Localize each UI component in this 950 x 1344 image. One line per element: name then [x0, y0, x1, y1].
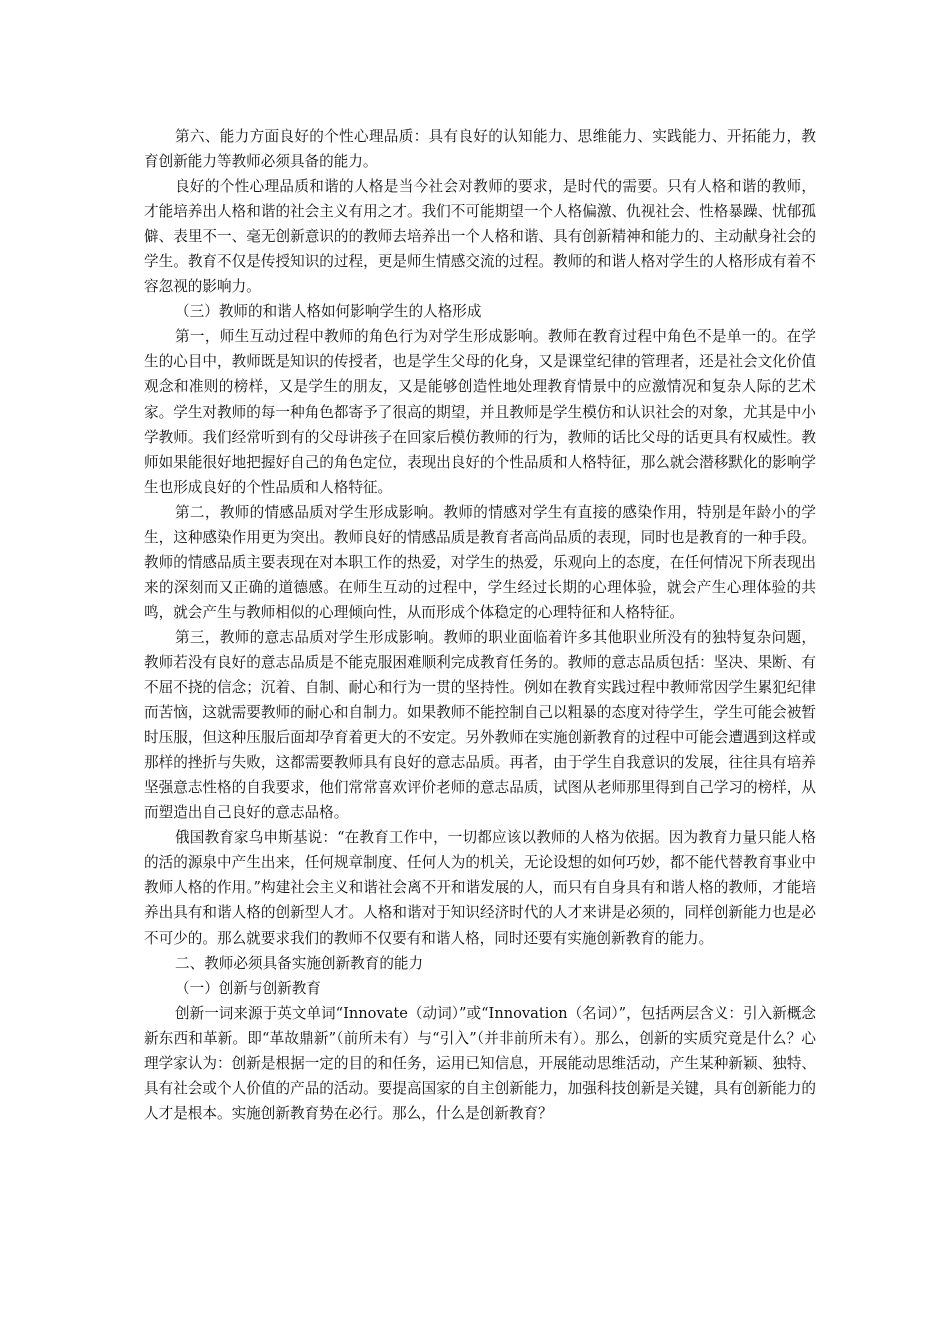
section-heading-3: （三）教师的和谐人格如何影响学生的人格形成	[175, 303, 482, 321]
paragraph-harmonious-personality: 良好的个性心理品质和谐的人格是当今社会对教师的要求，是时代的需要。只有人格和谐的教师，才能培养出人格和谐的社会主义有用之才。我们不可能期望一个人格偏激、仇视社会、性格暴躁、忧郁孤僻、表里不一、毫无创新意识的的教师去培养出一个人格和谐、具有创新精神和能力的、主动献身社会的学生。教育不仅是传授知识的过程，更是师生情感交流的过程。教师的和谐人格对学生的人格形成有着不容忽视的影响力。	[144, 178, 816, 296]
paragraph-ability-traits: 第六、能力方面良好的个性心理品质：具有良好的认知能力、思维能力、实践能力、开拓能力，教育创新能力等教师必须具备的能力。	[144, 128, 816, 171]
paragraph-first-role: 第一，师生互动过程中教师的角色行为对学生形成影响。教师在教育过程中角色不是单一的。在学生的心目中，教师既是知识的传授者，也是学生父母的化身，又是课堂纪律的管理者，还是社会文化价值观念和准则的榜样，又是学生的朋友，又是能够创造性地处理教育情景中的应激情况和复杂人际的艺术家。学生对教师的每一种角色都寄予了很高的期望，并且教师是学生模仿和认识社会的对象，尤其是中小学教师。我们经常听到有的父母讲孩子在回家后模仿教师的行为，教师的话比父母的话更具有权威性。教师如果能很好地把握好自己的角色定位，表现出良好的个性品质和人格特征，那么就会潜移默化的影响学生也形成良好的个性品质和人格特征。	[144, 328, 816, 496]
paragraph-innovation-definition: 创新一词来源于英文单词“Innovate（动词）”或“Innovation（名词）”，包括两层含义：引入新概念新东西和革新。即“革故鼎新”（前所未有）与“引入”（并非前所未有）。那么，创新的实质究竟是什么？心理学家认为：创新是根据一定的目的和任务，运用已知信息，开展能动思维活动，产生某种新颖、独特、具有社会或个人价值的产品的活动。要提高国家的自主创新能力，加强科技创新是关键，具有创新能力的人才是根本。实施创新教育势在必行。那么，什么是创新教育？	[144, 1004, 816, 1122]
paragraph-ushinsky-quote: 俄国教育家乌申斯基说：“在教育工作中，一切都应该以教师的人格为依据。因为教育力量只能人格的活的源泉中产生出来，任何规章制度、任何人为的机关，无论设想的如何巧妙，都不能代替教育事业中教师人格的作用。”构建社会主义和谐社会离不开和谐发展的人，而只有自身具有和谐人格的教师，才能培养出具有和谐人格的创新型人才。人格和谐对于知识经济时代的人才来讲是必须的，同样创新能力也是必不可少的。那么就要求我们的教师不仅要有和谐人格，同时还要有实施创新教育的能力。	[144, 829, 816, 947]
document-page	[144, 124, 816, 1126]
paragraph-third-will: 第三，教师的意志品质对学生形成影响。教师的职业面临着许多其他职业所没有的独特复杂问题，教师若没有良好的意志品质是不能克服困难顺利完成教育任务的。教师的意志品质包括：坚决、果断、有不屈不挠的信念；沉着、自制、耐心和行为一贯的坚持性。例如在教育实践过程中教师常因学生累犯纪律而苦恼，这就需要教师的耐心和自制力。如果教师不能控制自己以粗暴的态度对待学生，学生可能会被暂时压服，但这种压服后面却孕育着更大的不安定。另外教师在实施创新教育的过程中可能会遭遇到这样或那样的挫折与失败，这都需要教师具有良好的意志品质。再者，由于学生自我意识的发展，往往具有培养坚强意志性格的自我要求，他们常常喜欢评价老师的意志品质，试图从老师那里得到自己学习的榜样，从而塑造出自己良好的意志品格。	[144, 628, 816, 822]
chapter-heading-2: 二、教师必须具备实施创新教育的能力	[175, 954, 424, 972]
section-heading-1: （一）创新与创新教育	[175, 979, 321, 997]
paragraph-second-emotion: 第二，教师的情感品质对学生形成影响。教师的情感对学生有直接的感染作用，特别是年龄小的学生，这种感染作用更为突出。教师良好的情感品质是教育者高尚品质的表现，同时也是教育的一种手段。教师的情感品质主要表现在对本职工作的热爱，对学生的热爱，乐观向上的态度，在任何情况下所表现出来的深刻而又正确的道德感。在师生互动的过程中，学生经过长期的心理体验，就会产生心理体验的共鸣，就会产生与教师相似的心理倾向性，从而形成个体稳定的心理特征和人格特征。	[144, 503, 816, 621]
